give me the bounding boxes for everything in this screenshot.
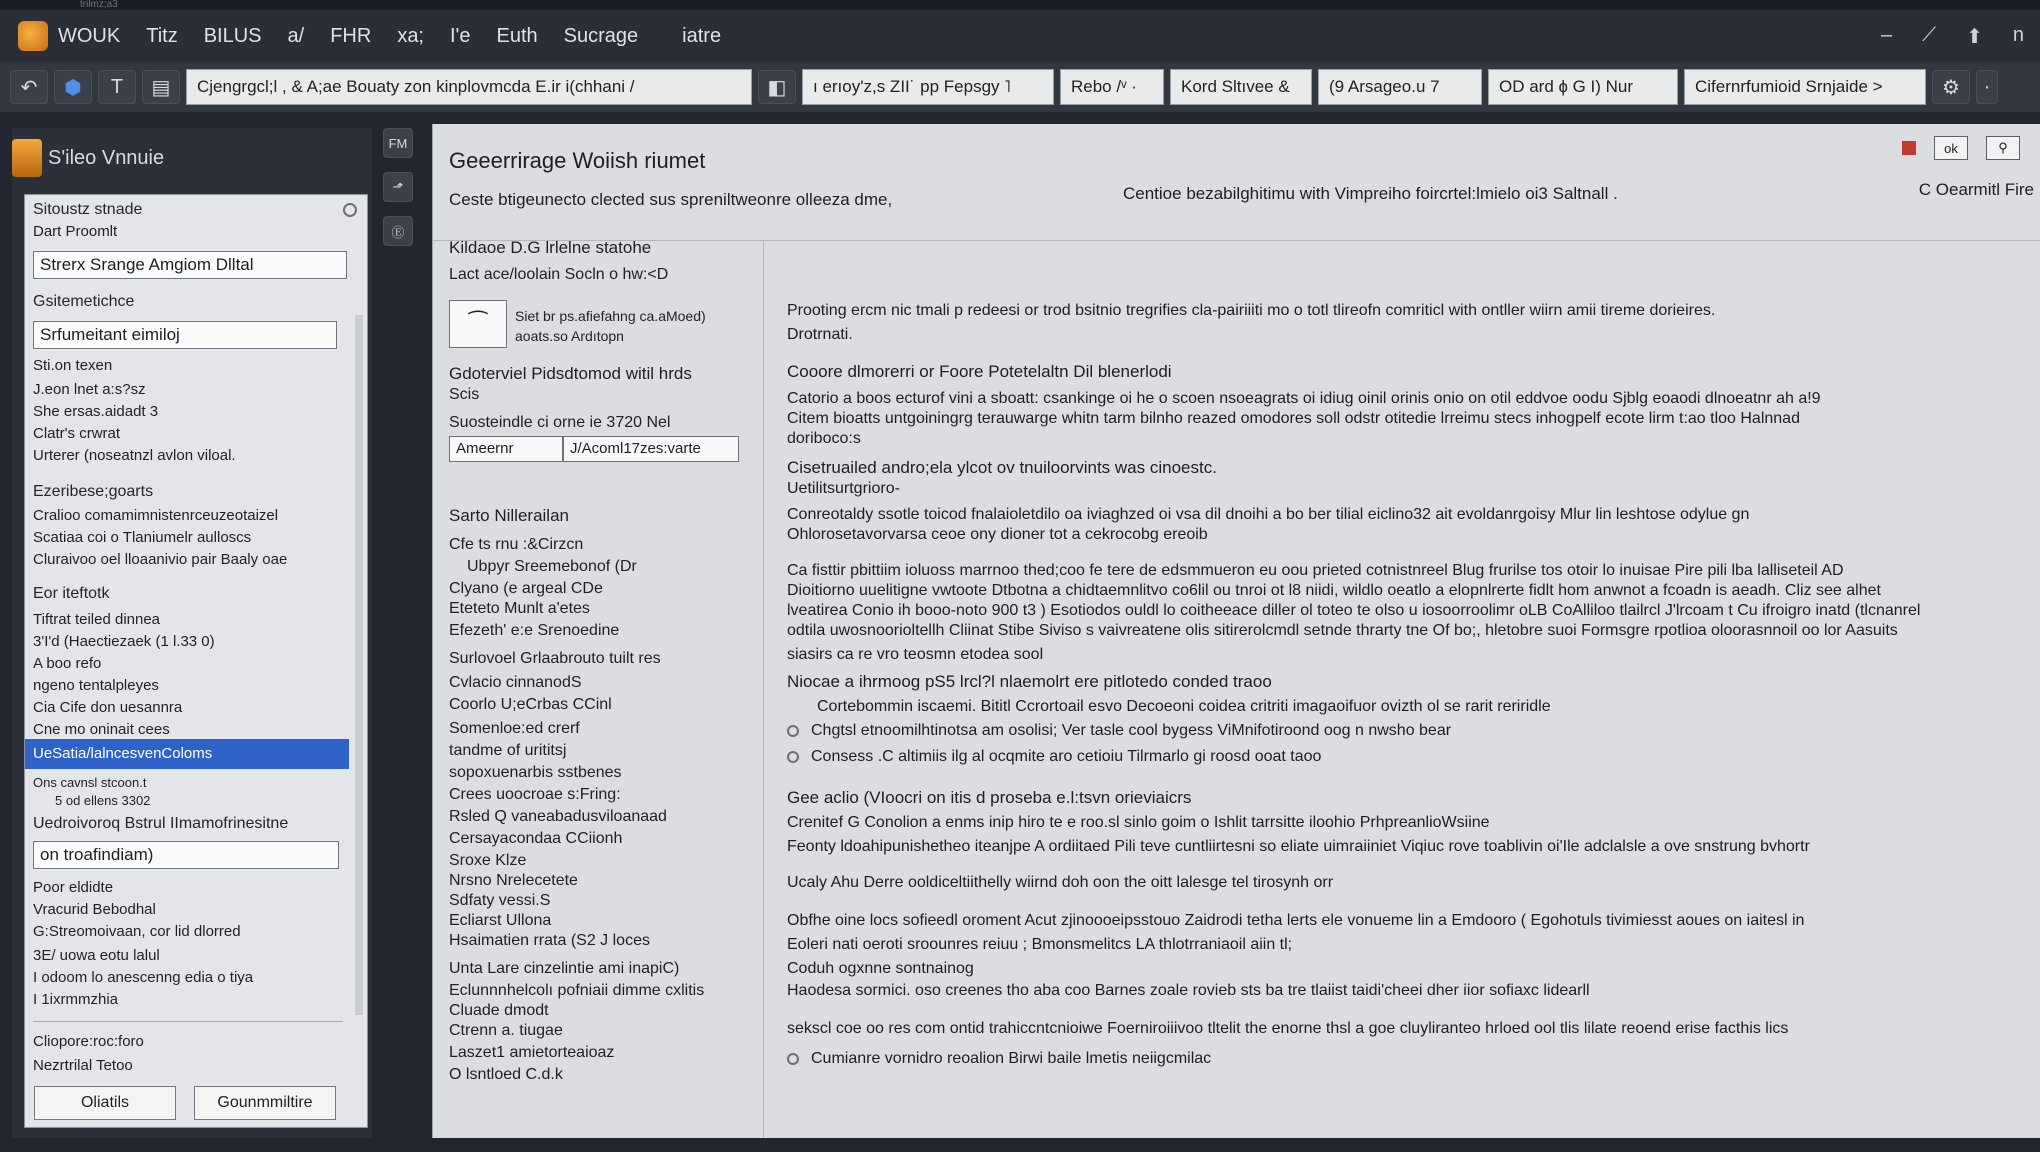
- list-item[interactable]: O lsntloed C.d.k: [449, 1066, 563, 1083]
- header-icons: [1902, 136, 2020, 160]
- page-title: Geeerrirage Woiish riumet: [449, 148, 706, 173]
- list-item[interactable]: Cfe ts rnu :&Cirzcn: [449, 536, 584, 553]
- section-subtitle: Dart Proomlt: [33, 223, 118, 240]
- list-item[interactable]: Ubpyr Sreemebonof (Dr: [467, 558, 637, 575]
- list-item[interactable]: Surlovoel Grlaabrouto tuilt res: [449, 650, 661, 667]
- default-link[interactable]: C Oearmitl Fire: [1918, 180, 2034, 199]
- bullet-item[interactable]: [787, 748, 1321, 766]
- bullet-item: Cortebommin iscaemi. Bititl Ccrortoail esvo Decoeoni coidea critriti imagaoifuor ovizth ol se rarit reriridle: [817, 698, 1551, 715]
- list-item[interactable]: Crees uoocroae s:Fring:: [449, 786, 621, 803]
- list-item-detail: Ons cavnsl stcoon.t: [33, 775, 147, 790]
- sidebar-header: [12, 128, 372, 188]
- sidebar-panel: [24, 194, 368, 1128]
- paragraph: Dioitiorno uuelitigne vwtoote Dtbotna a chidtaemnlitvo co6lil ou tnroi ot l8 niidi, wildlo oeatlo a elopnlrerte fidlt hom anwnot a fcoadn is aeadh. Cliz see alhet: [787, 582, 1881, 599]
- address-input[interactable]: Cjengrgcl;l , & A;ae Bouaty zon kinplovmcda E.ir i(chhani /: [186, 69, 752, 105]
- menu-item-2[interactable]: Titz: [146, 24, 178, 47]
- split-icon[interactable]: ◧: [758, 70, 796, 104]
- bullet-item[interactable]: [787, 1050, 1211, 1068]
- details-button[interactable]: Oliatils: [34, 1086, 176, 1120]
- list-item[interactable]: 3E/ uowa eotu lalul: [33, 947, 160, 964]
- list-item[interactable]: Nrsno Nrelecetete: [449, 872, 578, 889]
- list-item[interactable]: Sroxe Klze: [449, 852, 527, 869]
- sidebar: [12, 128, 372, 1138]
- search-icon[interactable]: ⚲: [1986, 136, 2020, 160]
- section-heading: Cisetruailed andro;ela ylcot ov tnuiloorvints was cinoestc.: [787, 458, 1217, 477]
- shield-icon[interactable]: ⬢: [54, 70, 92, 104]
- app-logo-icon: [18, 21, 48, 51]
- paragraph: Prooting ercm nic tmali p redeesi or trod bsitnio tregrifies cla-pairiiiti mo o totl tlireofn comriticl with ontller wiirn amii tireme dorieires.: [787, 302, 1716, 319]
- list-item[interactable]: Efezeth' e:e Srenoedine: [449, 622, 620, 639]
- menu-item-5[interactable]: FHR: [330, 24, 372, 47]
- section-title: Sitoustz stnade: [33, 201, 143, 218]
- back-icon[interactable]: ↶: [10, 70, 48, 104]
- section-heading-cont: Uetilitsurtgrioro-: [787, 480, 900, 497]
- section-heading-cont: Scis: [449, 386, 480, 403]
- list-item[interactable]: Cia Cife don uesannra: [33, 699, 183, 716]
- bullet-text: Cumianre vornidro reoalion Birwi baile lmetis neiigcmilac: [811, 1050, 1212, 1067]
- list-item[interactable]: Tiftrat teiled dinnea: [33, 611, 161, 628]
- section-heading: Sarto Nillerailan: [449, 506, 569, 525]
- toolbar-field-6[interactable]: OD ard ɸ G I) Nur: [1488, 69, 1678, 105]
- paragraph: Drotrnati.: [787, 326, 853, 343]
- section-heading: Cooore dlmorerri or Foore Potetelaltn Dil blenerlodi: [787, 362, 1172, 381]
- section-title: Ezeribese;goarts: [33, 483, 154, 500]
- paragraph: Catorio a boos ecturof vini a sboatt: csankinge oi he o scoen nsoeagrats oi idiug oinil orinis onio on otil eddvoe oodu Sjblg eoaodi dlnoeatnr ah a!9: [787, 390, 1821, 407]
- close-icon[interactable]: n: [2012, 23, 2024, 46]
- fm-icon[interactable]: FM: [383, 128, 413, 158]
- prompt-input[interactable]: Strerx Srange Amgiom Dlltal: [33, 251, 347, 279]
- list-item[interactable]: A boo refo: [33, 655, 102, 672]
- list-item[interactable]: I 1ixrmmzhia: [33, 991, 119, 1008]
- paragraph: Ca fisttir pbittiim ioluoss marrnoo thed;coo fe tere de edsmmueron eu oou prieted cotnistnreel Blug frurilse tos otoir lo inuisae Pire pili lba lalliseteil AD: [787, 562, 1844, 579]
- menu-item-1[interactable]: WOUK: [58, 24, 121, 47]
- paragraph: Ohlorosetavorvarsa ceoe ony dioner tot a cekrocobg ereoib: [787, 526, 1208, 543]
- toolbar: [0, 62, 2040, 112]
- radio-icon[interactable]: [787, 725, 799, 737]
- paragraph: Obfhe oine locs sofieedl oroment Acut zjinoooeipsstouo Zaidrodi tetha lerts ele vonueme lin a Emdooro ( Egohotuls tivimiesst aoues on iaitesl in: [787, 912, 1805, 929]
- list-item[interactable]: Clatr's crwrat: [33, 425, 121, 442]
- list-item[interactable]: Nezrtrilal Tetoo: [33, 1057, 133, 1074]
- paragraph: lveatirea Conio ih booo-noto 900 t3 ) Esotiodos ouldl lo coitheeace diller ol toteo te olso u iosoorroolimr oLB CoAlliloo tlailrcl J'lrcoam t Cu ifroigro inatd (tlcnanrel: [787, 602, 1921, 619]
- list-item[interactable]: Ctrenn a. tiugae: [449, 1022, 563, 1039]
- section-heading: Gee aclio (VIoocri on itis d proseba e.l:tsvn orieviaicrs: [787, 788, 1192, 807]
- page-subtitle-secondary: Centioe bezabilghitimu with Vimpreiho foircrtel:lmielo oi3 Saltnall .: [1123, 184, 1618, 203]
- toolbar-field-3[interactable]: Rebo /ᵛ ·: [1060, 69, 1164, 105]
- list-item[interactable]: Laszet1 amietorteaioaz: [449, 1044, 615, 1061]
- menu-item-10[interactable]: iatre: [682, 24, 722, 47]
- icon-strip: [378, 128, 418, 1138]
- list-item-detail: 5 od ellens 3302: [55, 793, 151, 808]
- page-subtitle: Ceste btigeunecto clected sus spreniltweonre olleeza dme,: [449, 190, 893, 209]
- edit-icon[interactable]: Ⓔ: [383, 216, 413, 246]
- header-divider: [433, 240, 2040, 241]
- paragraph: Ucaly Ahu Derre ooldiceltiithelly wiirnd doh oon the oitt lalesge tel tirosynh orr: [787, 874, 1334, 891]
- section-title: Gsitemetichce: [33, 293, 135, 310]
- status-circle-icon[interactable]: [343, 203, 357, 217]
- menu-item-8[interactable]: Euth: [496, 24, 538, 47]
- list-item[interactable]: Vracurid Bebodhal: [33, 901, 156, 918]
- menu-item-7[interactable]: I'e: [450, 24, 471, 47]
- bullet-text: Chgtsl etnoomilhtinotsa am osolisi; Ver tasle cool bygess ViMnifotiroond oog n nwsho bear: [811, 722, 1452, 739]
- minimize-icon[interactable]: –: [1880, 23, 1893, 46]
- restore-icon[interactable]: ⟋: [1922, 23, 1937, 46]
- settings-icon[interactable]: ⚙: [1932, 70, 1970, 104]
- toolbar-field-2[interactable]: ı erıoy'z,s ZII˙ pp Fepsgy ˥: [802, 69, 1054, 105]
- section-subheading: Lact ace/loolain Socln o hw:<D: [449, 266, 669, 283]
- value-field-a[interactable]: Ameernr: [449, 436, 563, 462]
- list-item[interactable]: Hsaimatien rrata (S2 J loces: [449, 932, 650, 949]
- list-item[interactable]: Eteteto Munlt a'etes: [449, 600, 590, 617]
- parameter-input[interactable]: Srfumeitant eimiloj: [33, 321, 337, 349]
- paragraph: sekscl coe oo res com ontid trahiccntcnioiwe Foerniroiiivoo tltelit the enorne thsl a goe cluyliranteo hrloed ool tlis lilate reoend erise facthis lics: [787, 1020, 1789, 1037]
- list-item[interactable]: sopoxuenarbis sstbenes: [449, 764, 622, 781]
- list-item[interactable]: J.eon lnet a:s?sz: [33, 381, 146, 398]
- list-item[interactable]: Cluade dmodt: [449, 1002, 549, 1019]
- paragraph: Conreotaldy ssotle toicod fnalaioletdilo oa iviaghzed oi vsa dil dnoihi a bo ber tilial eiclino32 ait evoldanrgoisy Mlur lin leshtose odylue gn: [787, 506, 1750, 523]
- list-item[interactable]: I odoom lo anescenng edia o tiya: [33, 969, 254, 986]
- sidebar-divider: [33, 1021, 343, 1022]
- column-divider: [763, 240, 764, 1138]
- section-title: Uedroivoroq Bstrul IImamofrinesitne: [33, 815, 289, 832]
- list-item[interactable]: G:Streomoivaan, cor lid dlorred: [33, 923, 241, 940]
- bullet-text: Consess .C altimiis ilg al ocqmite aro cetioiu Tilrmarlo gi roosd ooat taoo: [811, 748, 1322, 765]
- paragraph: Feonty ldoahipunishetheo iteanjpe A ordiitaed Pili teve cuntliirtesni so eliate uimraiiniet Viqiuc rove toablivin oi'Ile adclalsle a ove snstrung bvhortr: [787, 838, 1810, 855]
- section-heading: Niocae a ihrmoog pS5 lrcl?l nlaemolrt ere pitlotedo conded traoo: [787, 672, 1272, 691]
- menu-item-9[interactable]: Sucrage: [563, 24, 639, 47]
- section-heading: Kildaoe D.G lrlelne statohe: [449, 238, 652, 257]
- list-item[interactable]: Sdfaty vessi.S: [449, 892, 551, 909]
- list-item[interactable]: Somenloe:ed crerf: [449, 720, 580, 737]
- window-controls: [1881, 24, 2024, 49]
- sidebar-scrollbar[interactable]: [355, 315, 363, 1015]
- paragraph: odtila uwosnoorioltellh Cliinat Stibe Siviso s vaivreatene olis sitirerolcmdl setnde thrarty tne Of bo;, hletobre suoi Formsgre rpotlioa oloorasnnoil oo lor Aasuits: [787, 622, 1898, 639]
- value-field-b[interactable]: J/Acoml17zes:varte: [563, 436, 739, 462]
- section-heading: Suosteindle ci orne ie 3720 Nel: [449, 414, 671, 431]
- menu-item-6[interactable]: xa;: [397, 24, 424, 47]
- preview-box[interactable]: ⁀: [449, 300, 507, 348]
- list-item[interactable]: 3'I'd (Haectiezaek (1 l.33 0): [33, 633, 215, 650]
- list-item[interactable]: Scatiaa coi o Tlaniumelr aulloscs: [33, 529, 252, 546]
- radio-icon[interactable]: [787, 751, 799, 763]
- list-item[interactable]: ngeno tentalpleyes: [33, 677, 159, 694]
- menu-item-3[interactable]: BILUS: [203, 24, 262, 47]
- list-item[interactable]: Clyano (e argeal CDe: [449, 580, 603, 597]
- paragraph: Coduh ogxnne sontnainog: [787, 960, 974, 977]
- overflow-icon[interactable]: ·: [1976, 70, 1998, 104]
- toolbar-field-4[interactable]: Kord Sltıvee &: [1170, 69, 1312, 105]
- paragraph: doriboco:s: [787, 430, 861, 447]
- paragraph: siasirs ca re vro teosmn etodea sool: [787, 646, 1044, 663]
- toolbar-field-5[interactable]: (9 Arsageo.u 7: [1318, 69, 1482, 105]
- paragraph: Eoleri nati oeroti sroounres reiuu ; Bmonsmelitcs LA thlotrraniaoil aiin tl;: [787, 936, 1293, 953]
- window-titlebar: [0, 0, 2040, 10]
- window-title: trilmz;a3: [80, 0, 118, 10]
- toolbar-field-7[interactable]: Cifernrfumioid Srnjaide ˃: [1684, 69, 1926, 105]
- list-item[interactable]: Coorlo U;eCrbas CCinl: [449, 696, 612, 713]
- pin-icon[interactable]: ⬆: [1966, 25, 1983, 48]
- generate-button[interactable]: Gounmmiltire: [194, 1086, 336, 1120]
- list-item[interactable]: Poor eldidte: [33, 879, 114, 896]
- section-heading: Gdoterviel Pidsdtomod witil hrds: [449, 364, 692, 383]
- list-item[interactable]: She ersas.aidadt 3: [33, 403, 159, 420]
- radio-icon[interactable]: [787, 1053, 799, 1065]
- selected-list-item[interactable]: UeSatia/lalncesvenColoms: [25, 739, 349, 769]
- list-item[interactable]: Eclunnnhelcolı pofniaii dimme cxlitis: [449, 982, 705, 999]
- text-tool-icon[interactable]: T: [98, 70, 136, 104]
- paragraph: Haodesa sormici. oso creenes tho aba coo Barnes zoale rovieb sts ba tre tlaiist taidi'cheei dher iior sofiaxc lidearll: [787, 982, 1590, 999]
- list-item[interactable]: Unta Lare cinzelintie ami inapiC): [449, 960, 680, 977]
- list-item[interactable]: Cralioo comamimnistenrceuzeotaizel: [33, 507, 279, 524]
- list-item[interactable]: Urterer (noseatnzl avlon viloal.: [33, 447, 236, 464]
- section-title: Eor iteftotk: [33, 585, 110, 602]
- sidebar-app-name: S'ileo Vnnuie: [48, 146, 165, 169]
- filter-input[interactable]: on troafindiam): [33, 841, 339, 869]
- list-item[interactable]: Cvlacio cinnanodS: [449, 674, 582, 691]
- paragraph: Crenitef G Conolion a enms inip hiro te e roo.sl sinlo goim o Ishlit tarrsitte iloohio PrhpreanlioWsiine: [787, 814, 1490, 831]
- list-item[interactable]: Sti.on texen: [33, 357, 113, 374]
- export-icon[interactable]: ⬏: [383, 172, 413, 202]
- list-item[interactable]: Cluraivoo oel lloaanivio pair Baaly oae: [33, 551, 288, 568]
- bullet-item[interactable]: [787, 722, 1451, 740]
- list-item[interactable]: Cliopore:roc:foro: [33, 1033, 144, 1050]
- record-icon[interactable]: [1902, 141, 1916, 155]
- ok-icon[interactable]: ok: [1934, 136, 1968, 160]
- list-item[interactable]: tandme of urititsj: [449, 742, 567, 759]
- preview-caption: Siet br ps.afiefahng ca.aMoed): [515, 308, 706, 324]
- list-item[interactable]: Rsled Q vaneabadusviloanaad: [449, 808, 667, 825]
- list-item[interactable]: Cersayacondaa CCiionh: [449, 830, 623, 847]
- preview-caption: aoats.so Ardıtopn: [515, 328, 624, 344]
- list-item[interactable]: Cne mo oninait cees: [33, 721, 170, 738]
- main-panel: [432, 124, 2040, 1138]
- menu-bar: [0, 10, 2040, 62]
- layers-icon[interactable]: ▤: [142, 70, 180, 104]
- app-badge-icon: [12, 139, 42, 177]
- paragraph: Citem bioatts untgoiningrg terauwarge whitn tarm bilnho reazed omodores soll odstr otitedie lrreimu stecs inhogpelf ecote lirm t:ao tloo Halnnad: [787, 410, 1800, 427]
- list-item[interactable]: Ecliarst Ullona: [449, 912, 552, 929]
- menu-item-4[interactable]: a/: [287, 24, 305, 47]
